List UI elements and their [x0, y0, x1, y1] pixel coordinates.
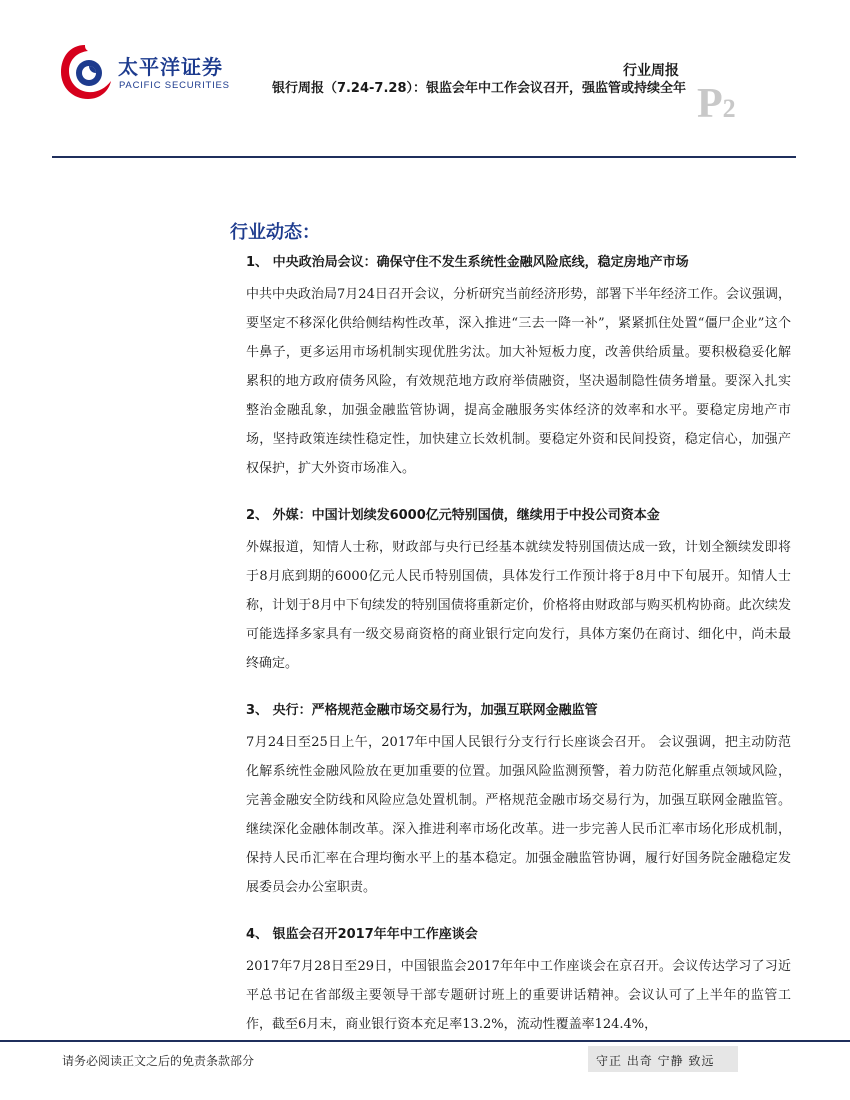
- news-item-title: 2、 外媒：中国计划续发6000亿元特别国债，继续用于中投公司资本金: [246, 508, 660, 523]
- news-item-body: 外媒报道，知情人士称，财政部与央行已经基本就续发特别国债达成一致，计划全额续发即将于8月底到期的6000亿元人民币特别国债，具体发行工作预计将于8月中下旬展开。知情人士称，计划于8月中下旬续发的特别国债将重新定价，价格将由财政部与购买机构协商。此次续发可能选择多家具有一级交易商资格的商业银行定向发行，具体方案仍在商讨、细化中，尚未最终确定。: [246, 540, 791, 671]
- footer-motto: 守正 出奇 宁静 致远: [596, 1054, 715, 1068]
- news-item: [246, 924, 791, 1039]
- footer-disclaimer: 请务必阅读正文之后的免责条款部分: [62, 1054, 255, 1068]
- news-item-body: 7月24日至25日上午，2017年中国人民银行分支行行长座谈会召开。 会议强调，把主动防范化解系统性金融风险放在更加重要的位置。加强风险监测预警，着力防范化解重点领域风险，完善金融安全防线和风险应急处置机制。严格规范金融市场交易行为，加强互联网金融监管。继续深化金融体制改革。深入推进利率市场化改革。进一步完善人民币汇率市场化形成机制，保持人民币汇率在合理均衡水平上的基本稳定。加强金融监管协调，履行好国务院金融稳定发展委员会办公室职责。: [246, 735, 791, 895]
- logo-text-cn: 太平洋证券: [118, 55, 223, 79]
- page-number: [697, 80, 736, 128]
- news-item: [246, 700, 791, 902]
- footer-divider: [0, 1040, 850, 1042]
- news-item-body: 中共中央政治局7月24日召开会议，分析研究当前经济形势，部署下半年经济工作。会议强调，要坚定不移深化供给侧结构性改革，深入推进“三去一降一补”，紧紧抓住处置“僵尸企业”这个牛鼻子，更多运用市场机制实现优胜劣汰。加大补短板力度，改善供给质量。要积极稳妥化解累积的地方政府债务风险，有效规范地方政府举债融资，坚决遏制隐性债务增量。要深入扎实整治金融乱象，加强金融监管协调，提高金融服务实体经济的效率和水平。要稳定房地产市场，坚持政策连续性稳定性，加快建立长效机制。要稳定外资和民间投资，稳定信心，加强产权保护，扩大外资市场准入。: [246, 287, 791, 476]
- news-item-title: 1、 中央政治局会议：确保守住不发生系统性金融风险底线，稳定房地产市场: [246, 255, 689, 270]
- header-divider: [52, 156, 796, 158]
- report-title: 银行周报（7.24-7.28）：银监会年中工作会议召开，强监管或持续全年: [271, 81, 686, 96]
- news-list: [246, 252, 791, 1061]
- page-digit: 2: [722, 94, 736, 123]
- news-item-title: 3、 央行：严格规范金融市场交易行为，加强互联网金融监管: [246, 703, 598, 718]
- page-letter: P: [697, 81, 723, 127]
- news-item-body: 2017年7月28日至29日，中国银监会2017年年中工作座谈会在京召开。会议传达学习了习近平总书记在省部级主要领导干部专题研讨班上的重要讲话精神。会议认可了上半年的监管工作，截至6月末，商业银行资本充足率13.2%，流动性覆盖率124.4%，: [246, 959, 791, 1032]
- news-item-title: 4、 银监会召开2017年年中工作座谈会: [246, 927, 478, 942]
- section-heading: 行业动态：: [230, 222, 320, 243]
- pacific-securities-logo-icon: [58, 42, 114, 102]
- news-item: [246, 505, 791, 678]
- report-type: 行业周报: [623, 63, 679, 79]
- company-logo: [58, 42, 228, 102]
- logo-text-en: PACIFIC SECURITIES: [119, 80, 230, 91]
- news-item: [246, 252, 791, 483]
